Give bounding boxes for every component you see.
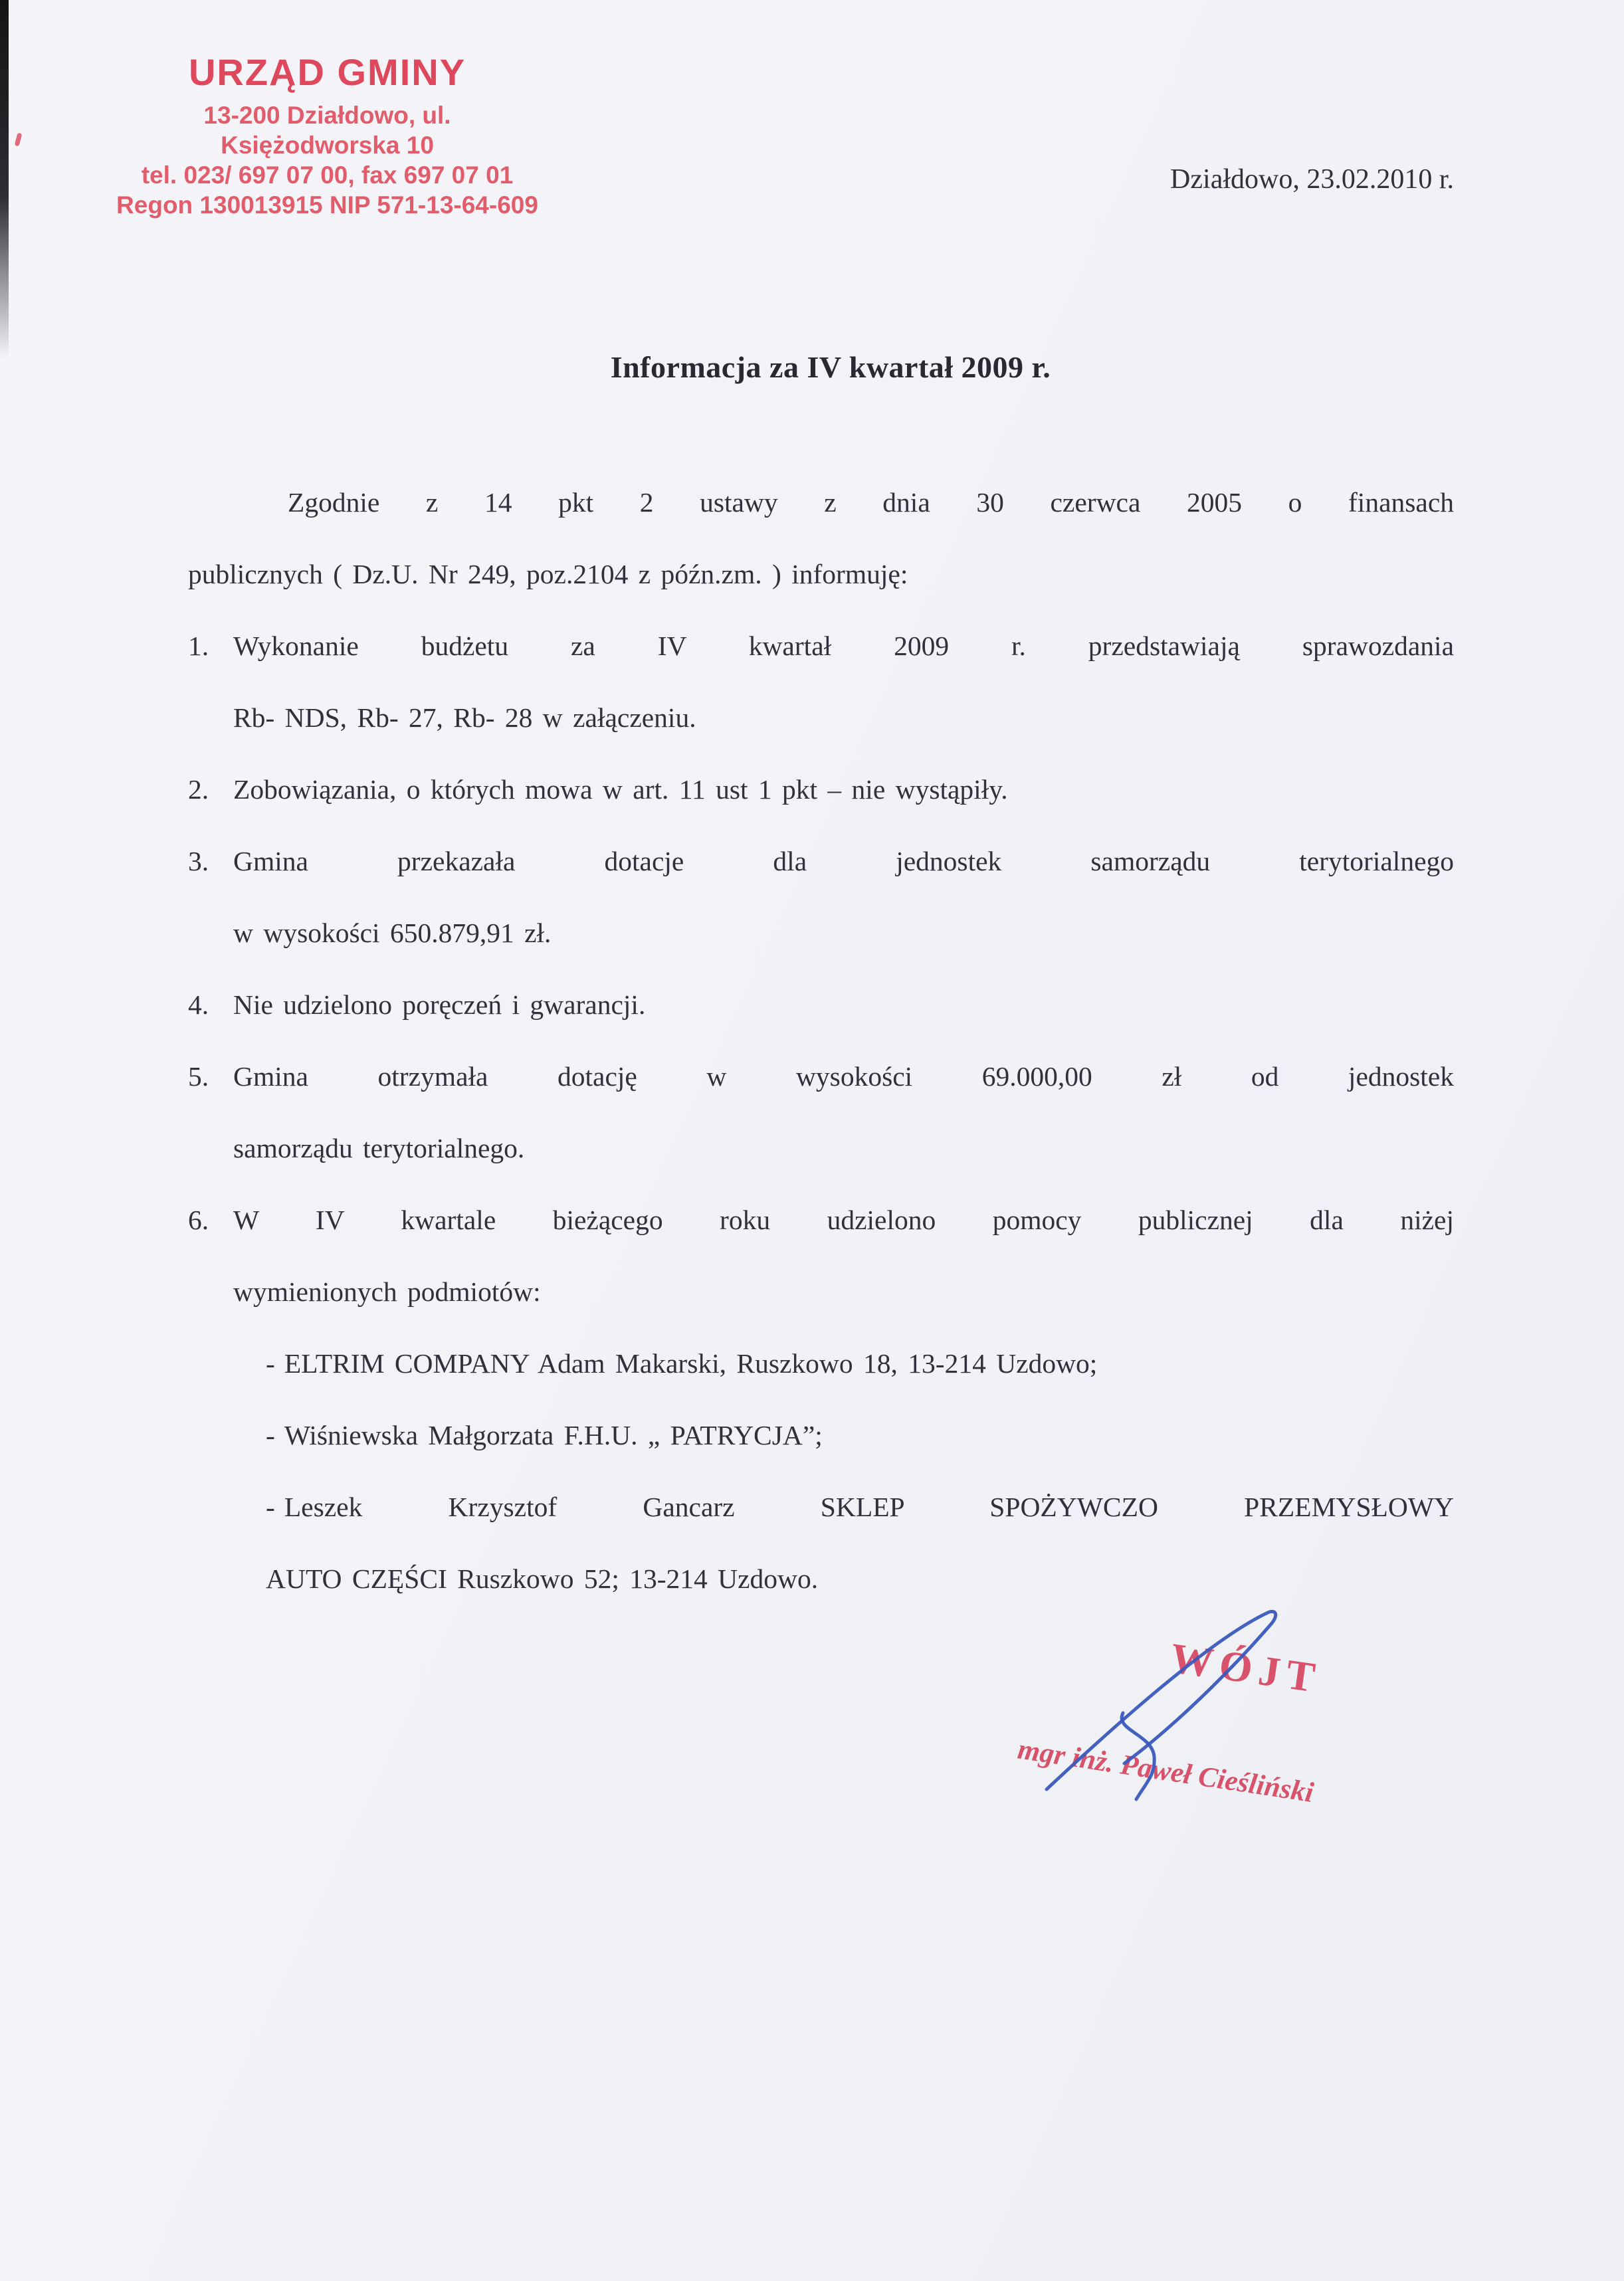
header-office-stamp — [113, 50, 542, 220]
office-phone: tel. 023/ 697 07 00, fax 697 07 01 — [141, 161, 514, 189]
office-name: URZĄD GMINY — [188, 51, 466, 93]
item-line: Rb- NDS, Rb- 27, Rb- 28 w załączeniu. — [233, 702, 696, 733]
intro-line: publicznych ( Dz.U. Nr 249, poz.2104 z późn.zm. ) informuję: — [188, 559, 908, 589]
ink-speck — [15, 132, 23, 146]
office-ids: Regon 130013915 NIP 571-13-64-609 — [116, 191, 538, 219]
dash-item-text: Wiśniewska Małgorzata F.H.U. „ PATRYCJA”; — [284, 1420, 823, 1450]
item-line: Zobowiązania, o których mowa w art. 11 ust 1 pkt – nie wystąpiły. — [233, 774, 1008, 805]
item-marker: 5. — [188, 1061, 209, 1092]
item-line: W IV kwartale bieżącego roku udzielono pomocy publicznej dla niżej — [233, 1205, 1454, 1235]
item-line: Gmina przekazała dotacje dla jednostek samorządu terytorialnego — [233, 846, 1454, 876]
pen-signature-stroke — [1023, 1593, 1309, 1813]
item-marker: 3. — [188, 846, 209, 876]
intro-line: Zgodnie z 14 pkt 2 ustawy z dnia 30 czerwca 2005 o finansach — [288, 487, 1454, 518]
list-item — [188, 969, 1454, 1041]
office-address: 13-200 Działdowo, ul. Księżodworska 10 — [203, 102, 451, 159]
list-item — [188, 610, 1454, 753]
item-marker: 6. — [188, 1205, 209, 1235]
page-title: Informacja za IV kwartał 2009 r. — [610, 350, 1051, 384]
dash-item-continuation: AUTO CZĘŚCI Ruszkowo 52; 13-214 Uzdowo. — [266, 1563, 819, 1594]
dash-item — [266, 1328, 1454, 1399]
item-line: wymienionych podmiotów: — [233, 1276, 541, 1307]
wojt-stamp-text: WÓJT — [1167, 1634, 1325, 1702]
item-marker: 2. — [188, 774, 209, 805]
item-marker: 1. — [188, 631, 209, 661]
document-body — [188, 466, 1454, 1615]
dash-item-text: Leszek Krzysztof Gancarz SKLEP SPOŻYWCZO PRZEMYSŁOWY — [284, 1492, 1454, 1522]
item-marker: 4. — [188, 989, 209, 1020]
scan-edge-artifact — [0, 0, 9, 359]
date-line: Działdowo, 23.02.2010 r. — [1170, 164, 1454, 195]
item-line: Gmina otrzymała dotację w wysokości 69.000,00 zł od jednostek — [233, 1061, 1454, 1092]
item-line: Nie udzielono poręczeń i gwarancji. — [233, 989, 646, 1020]
dash-item — [266, 1471, 1454, 1543]
list-item — [188, 825, 1454, 969]
dash-item-text: ELTRIM COMPANY Adam Makarski, Ruszkowo 18, 13-214 Uzdowo; — [284, 1348, 1098, 1379]
list-item — [188, 753, 1454, 825]
item-line: samorządu terytorialnego. — [233, 1133, 525, 1163]
dash-marker: - — [266, 1348, 275, 1379]
dash-marker: - — [266, 1492, 275, 1522]
list-item — [188, 1184, 1454, 1328]
item-line: w wysokości 650.879,91 zł. — [233, 918, 552, 948]
list-item — [188, 1041, 1454, 1184]
dash-item — [266, 1399, 1454, 1471]
item-line: Wykonanie budżetu za IV kwartał 2009 r. przedstawiają sprawozdania — [233, 631, 1454, 661]
dash-list — [266, 1328, 1454, 1615]
dash-marker: - — [266, 1420, 275, 1450]
signer-name-stamp: mgr inż. Paweł Cieśliński — [1015, 1734, 1316, 1809]
